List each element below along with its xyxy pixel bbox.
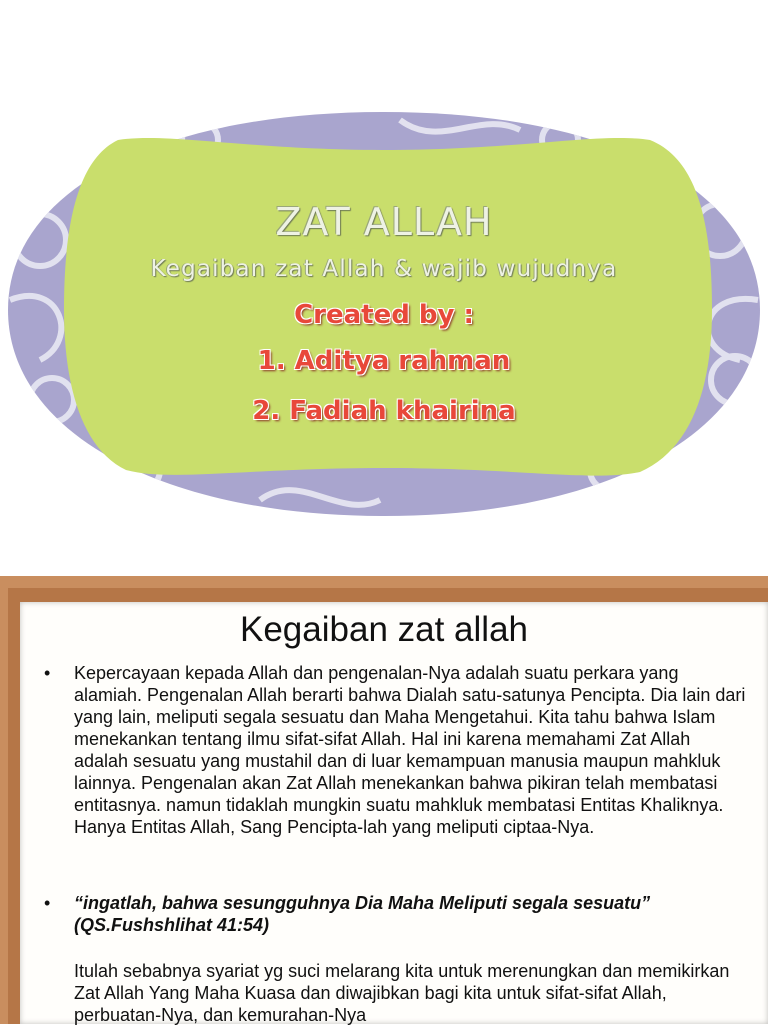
created-by-label: Created by : bbox=[294, 300, 474, 330]
slide-title: ZAT ALLAH bbox=[275, 200, 493, 244]
slide-subtitle: Kegaiban zat Allah & wajib wujudnya bbox=[150, 256, 618, 282]
author-2: 2. Fadiah khairina bbox=[252, 396, 516, 426]
paragraph-1: Kepercayaan kepada Allah dan pengenalan-Nya adalah suatu perkara yang alamiah. Pengenalan Allah berarti bahwa Dialah satu-satunya Pencipta. Dia lain dari yang lain, meliputi segala sesuatu dan Maha Mengetahui. Kita tahu bahwa Islam menekankan tentang ilmu sifat-sifat Allah. Hal ini karena memahami Zat Allah adalah sesuatu yang mustahil dan di luar kemampuan manusia maupun mahkluk lainnya. Pengenalan akan Zat Allah menekankan bahwa pikiran telah membatasi entitasnya. namun tidaklah mungkin suatu mahkluk membatasi Entitas Khaliknya. Hanya Entitas Allah, Sang Pencipta-lah yang meliputi ciptaa-Nya. bbox=[74, 663, 746, 837]
paragraph-2: Itulah sebabnya syariat yg suci melarang kita untuk merenungkan dan memikirkan Zat Allah Yang Maha Kuasa dan diwajibkan bagi kita untuk sifat-sifat Allah, perbuatan-Nya, dan kemurahan-Nya bbox=[74, 961, 730, 1025]
bullet-icon: • bbox=[44, 663, 51, 683]
quran-quote: “ingatlah, bahwa sesungguhnya Dia Maha Meliputi segala sesuatu” (QS.Fushshlihat 41:54) bbox=[74, 893, 651, 935]
bullet-icon: • bbox=[44, 893, 51, 913]
content-title: Kegaiban zat allah bbox=[240, 610, 528, 649]
author-1: 1. Aditya rahman bbox=[257, 346, 511, 376]
